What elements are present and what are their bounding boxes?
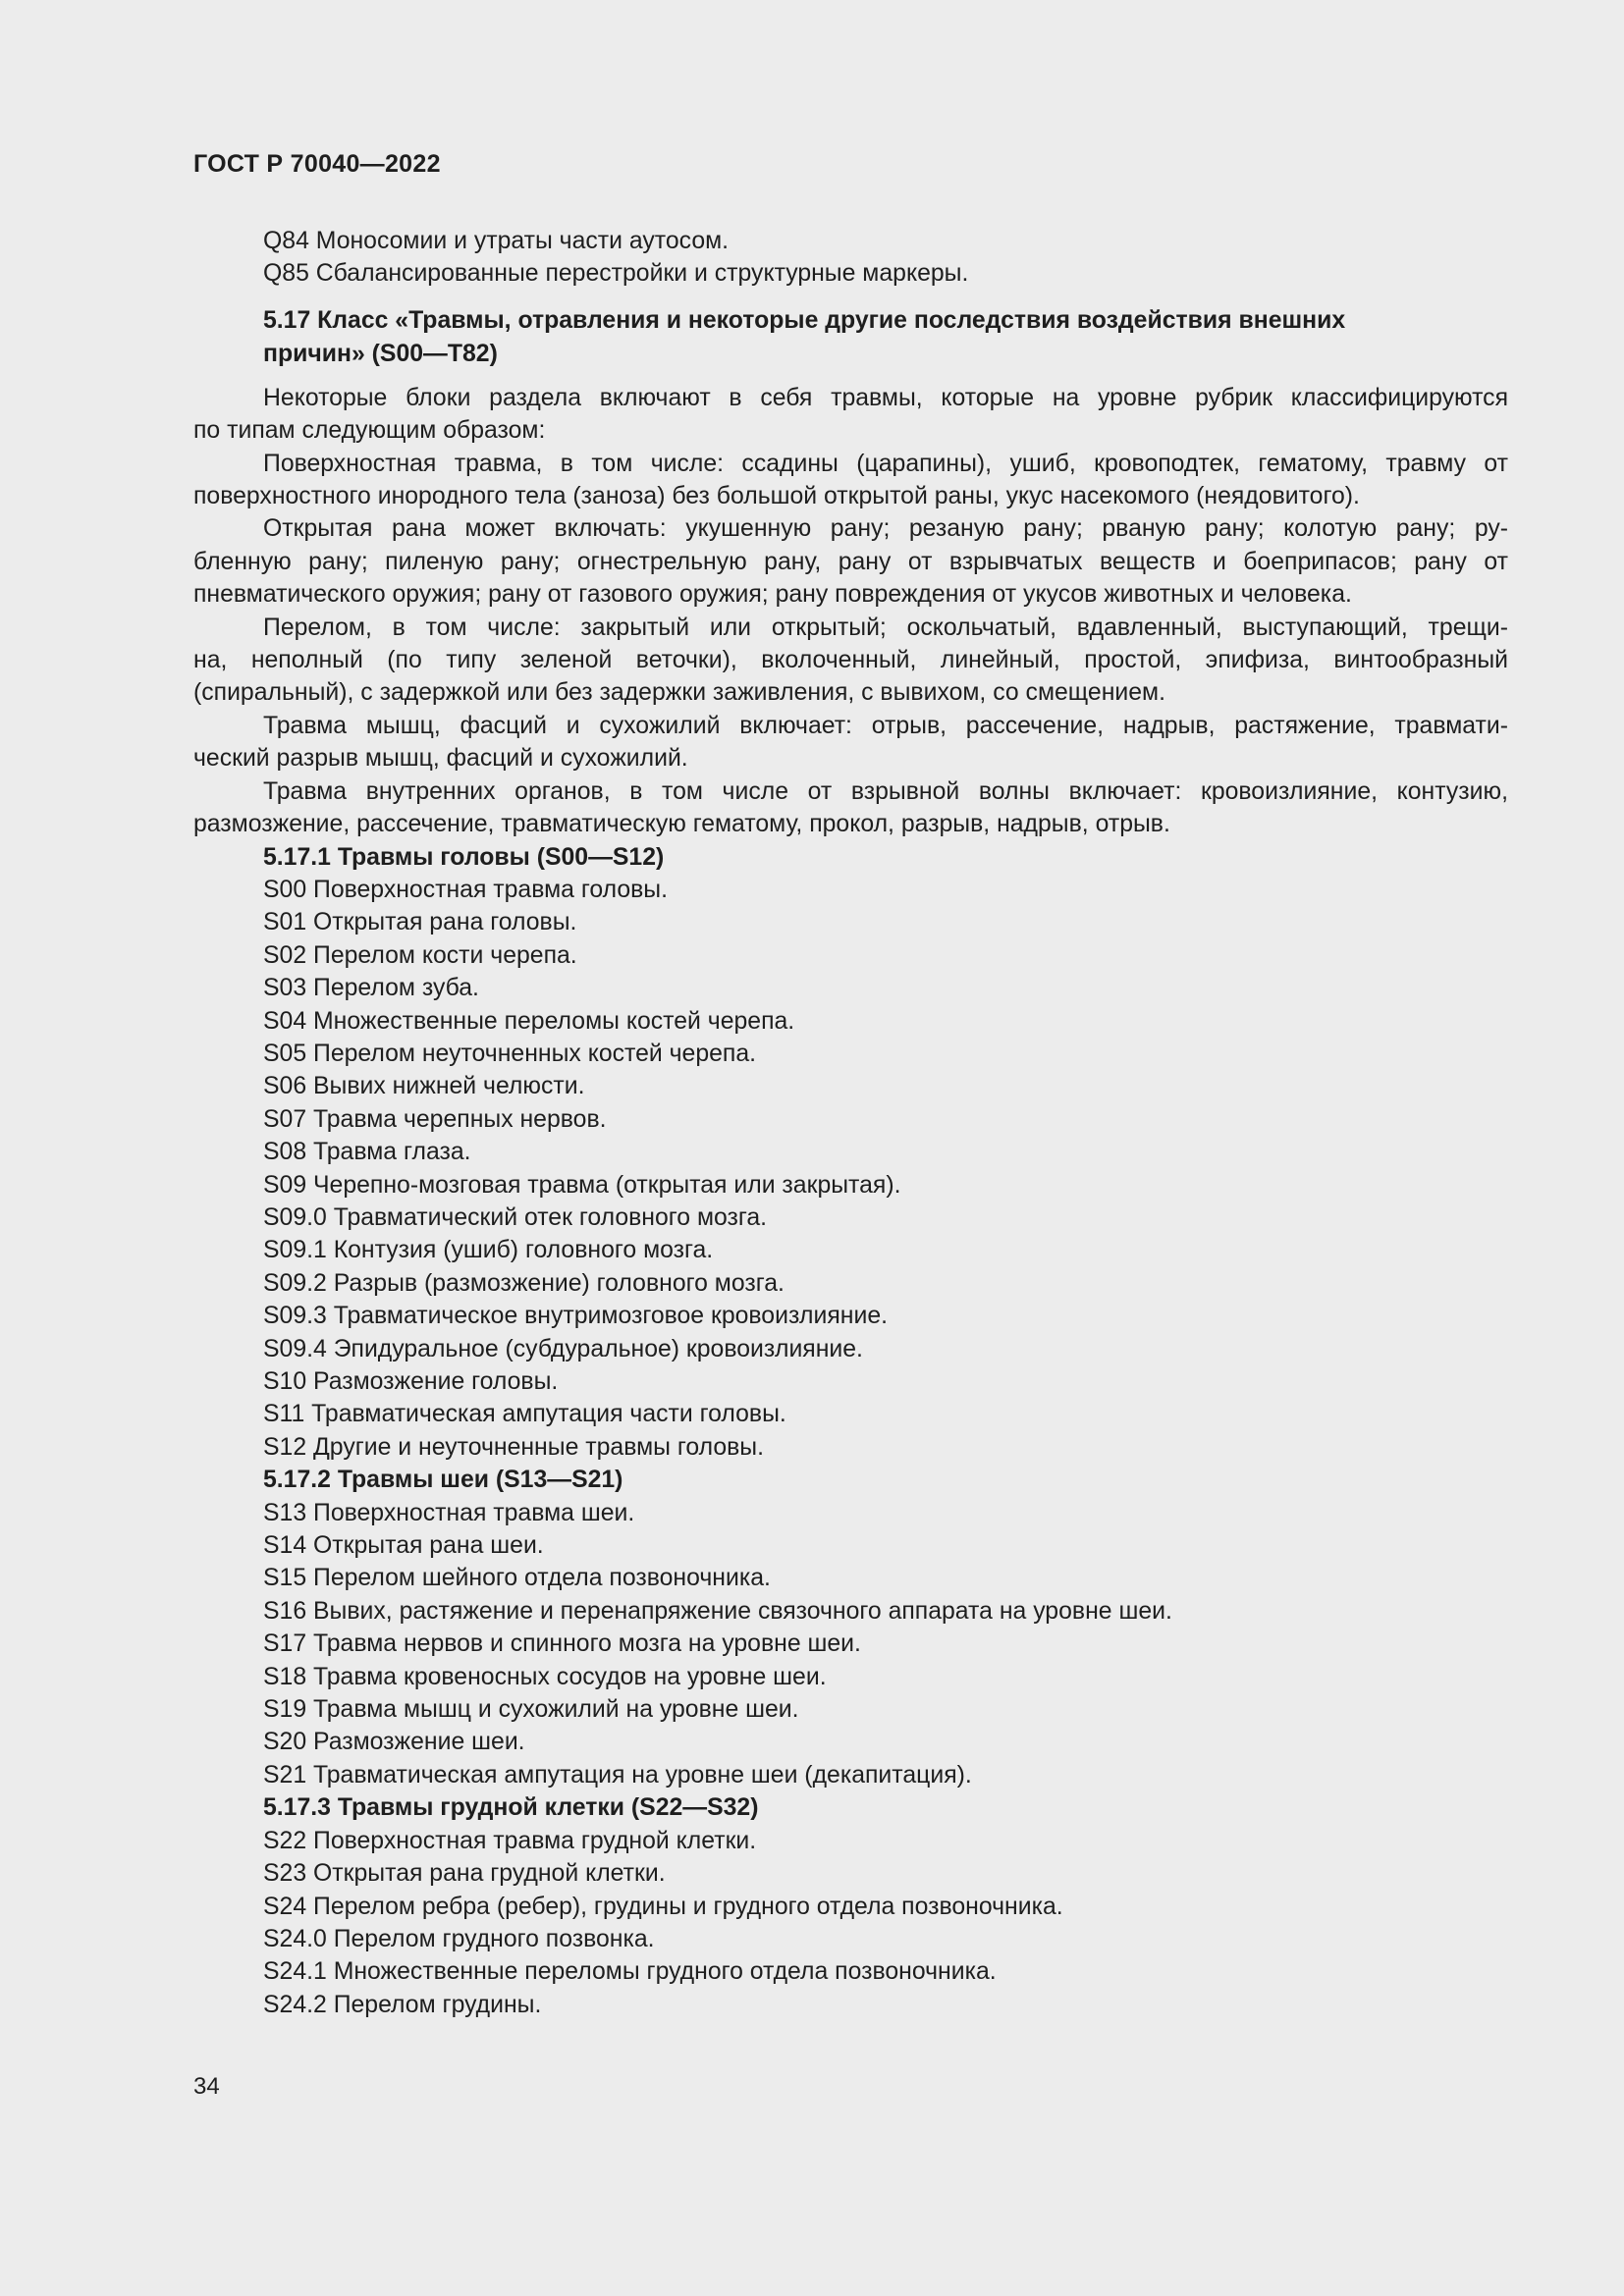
subsection-head-injuries bbox=[193, 841, 1508, 1465]
list-item: S12 Другие и неуточненные травмы головы. bbox=[263, 1433, 765, 1461]
paragraph-line: (спиральный), с задержкой или без задержки заживления, с вывихом, со смещением. bbox=[193, 679, 1165, 707]
list-item: S08 Травма глаза. bbox=[263, 1139, 471, 1166]
paragraph bbox=[193, 710, 1508, 775]
list-item: S19 Травма мышц и сухожилий на уровне шеи. bbox=[263, 1696, 799, 1724]
list-item: S01 Открытая рана головы. bbox=[263, 909, 577, 936]
paragraph bbox=[193, 775, 1508, 841]
list-item: S15 Перелом шейного отдела позвоночника. bbox=[263, 1565, 771, 1592]
list-item: S06 Вывих нижней челюсти. bbox=[263, 1073, 585, 1100]
list-item: S09 Черепно-мозговая травма (открытая или закрытая). bbox=[263, 1171, 901, 1199]
page-number: 34 bbox=[193, 2073, 220, 2100]
paragraph-line: Открытая рана может включать: укушенную рану; резаную рану; рваную рану; колотую рану; ру- bbox=[263, 515, 1508, 543]
section-title-line: 5.17 Класс «Травмы, отравления и некоторые другие последствия воздействия внешних bbox=[263, 306, 1346, 334]
list-item: S07 Травма черепных нервов. bbox=[263, 1105, 607, 1133]
list-item: Q84 Моносомии и утраты части аутосом. bbox=[263, 228, 730, 254]
list-item: S09.3 Травматическое внутримозговое кровоизлияние. bbox=[263, 1303, 889, 1330]
paragraph-line: бленную рану; пиленую рану; огнестрельную рану, рану от взрывчатых веществ и боеприпасов; рану от bbox=[193, 548, 1508, 575]
list-item: S13 Поверхностная травма шеи. bbox=[263, 1499, 635, 1526]
paragraph-line: Некоторые блоки раздела включают в себя травмы, которые на уровне рубрик классифицируются bbox=[263, 384, 1508, 411]
list-item: S04 Множественные переломы костей черепа. bbox=[263, 1007, 795, 1035]
list-item: S16 Вывих, растяжение и перенапряжение связочного аппарата на уровне шеи. bbox=[263, 1597, 1172, 1625]
list-item: S24.1 Множественные переломы грудного отдела позвоночника. bbox=[263, 1958, 997, 1986]
list-item: S21 Травматическая ампутация на уровне шеи (декапитация). bbox=[263, 1761, 972, 1789]
section-title bbox=[193, 304, 1508, 371]
paragraph-line: Травма мышц, фасций и сухожилий включает: отрыв, рассечение, надрыв, растяжение, травмати- bbox=[263, 712, 1508, 739]
list-item: S03 Перелом зуба. bbox=[263, 975, 479, 1002]
subsection-neck-injuries bbox=[193, 1464, 1508, 1791]
list-item: S24.2 Перелом грудины. bbox=[263, 1991, 542, 2018]
paragraph-line: Поверхностная травма, в том числе: ссадины (царапины), ушиб, кровоподтек, гематому, травму от bbox=[263, 450, 1508, 477]
list-item: S09.4 Эпидуральное (субдуральное) кровоизлияние. bbox=[263, 1335, 863, 1362]
list-item: S09.0 Травматический отек головного мозга. bbox=[263, 1203, 768, 1231]
list-item: S11 Травматическая ампутация части головы. bbox=[263, 1401, 786, 1428]
paragraph-line: ческий разрыв мышц, фасций и сухожилий. bbox=[193, 745, 688, 773]
list-item: S00 Поверхностная травма головы. bbox=[263, 876, 668, 903]
list-item: S23 Открытая рана грудной клетки. bbox=[263, 1860, 666, 1888]
document-body bbox=[193, 225, 1508, 2021]
paragraph-line: поверхностного инородного тела (заноза) без большой открытой раны, укус насекомого (неядовитого). bbox=[193, 483, 1360, 510]
list-item: S10 Размозжение головы. bbox=[263, 1368, 559, 1395]
list-item: S24 Перелом ребра (ребер), грудины и грудного отдела позвоночника. bbox=[263, 1893, 1063, 1920]
subsection-title: 5.17.3 Травмы грудной клетки (S22—S32) bbox=[263, 1794, 759, 1822]
paragraph-line: Травма внутренних органов, в том числе от взрывной волны включает: кровоизлияние, контузию, bbox=[263, 777, 1508, 805]
paragraph bbox=[193, 448, 1508, 513]
list-item: S09.1 Контузия (ушиб) головного мозга. bbox=[263, 1237, 714, 1264]
list-item: S24.0 Перелом грудного позвонка. bbox=[263, 1925, 655, 1952]
list-item: S05 Перелом неуточненных костей черепа. bbox=[263, 1040, 757, 1067]
list-item: S02 Перелом кости черепа. bbox=[263, 941, 577, 969]
paragraph-line: по типам следующим образом: bbox=[193, 417, 546, 445]
paragraph-line: пневматического оружия; рану от газового оружия; рану повреждения от укусов животных и человека. bbox=[193, 581, 1352, 609]
list-item: S14 Открытая рана шеи. bbox=[263, 1532, 544, 1560]
document-code-header: ГОСТ Р 70040—2022 bbox=[193, 150, 441, 178]
subsection-chest-injuries bbox=[193, 1791, 1508, 2021]
paragraph bbox=[193, 512, 1508, 611]
paragraph bbox=[193, 612, 1508, 710]
paragraph bbox=[193, 382, 1508, 448]
paragraph-line: размозжение, рассечение, травматическую гематому, прокол, разрыв, надрыв, отрыв. bbox=[193, 811, 1170, 838]
list-item: Q85 Сбалансированные перестройки и структурные маркеры. bbox=[263, 260, 969, 288]
paragraph-line: Перелом, в том числе: закрытый или открытый; оскольчатый, вдавленный, выступающий, трещи- bbox=[263, 614, 1508, 641]
intro-list bbox=[193, 225, 1508, 291]
list-item: S22 Поверхностная травма грудной клетки. bbox=[263, 1827, 757, 1854]
subsection-title: 5.17.1 Травмы головы (S00—S12) bbox=[263, 843, 665, 871]
list-item: S17 Травма нервов и спинного мозга на уровне шеи. bbox=[263, 1630, 861, 1658]
section-title-line: причин» (S00—T82) bbox=[263, 340, 498, 367]
list-item: S20 Размозжение шеи. bbox=[263, 1729, 525, 1756]
list-item: S18 Травма кровеносных сосудов на уровне шеи. bbox=[263, 1663, 827, 1690]
paragraph-line: на, неполный (по типу зеленой веточки), вколоченный, линейный, простой, эпифиза, винтообразный bbox=[193, 647, 1508, 674]
list-item: S09.2 Разрыв (размозжение) головного мозга. bbox=[263, 1269, 785, 1297]
subsection-title: 5.17.2 Травмы шеи (S13—S21) bbox=[263, 1467, 623, 1494]
